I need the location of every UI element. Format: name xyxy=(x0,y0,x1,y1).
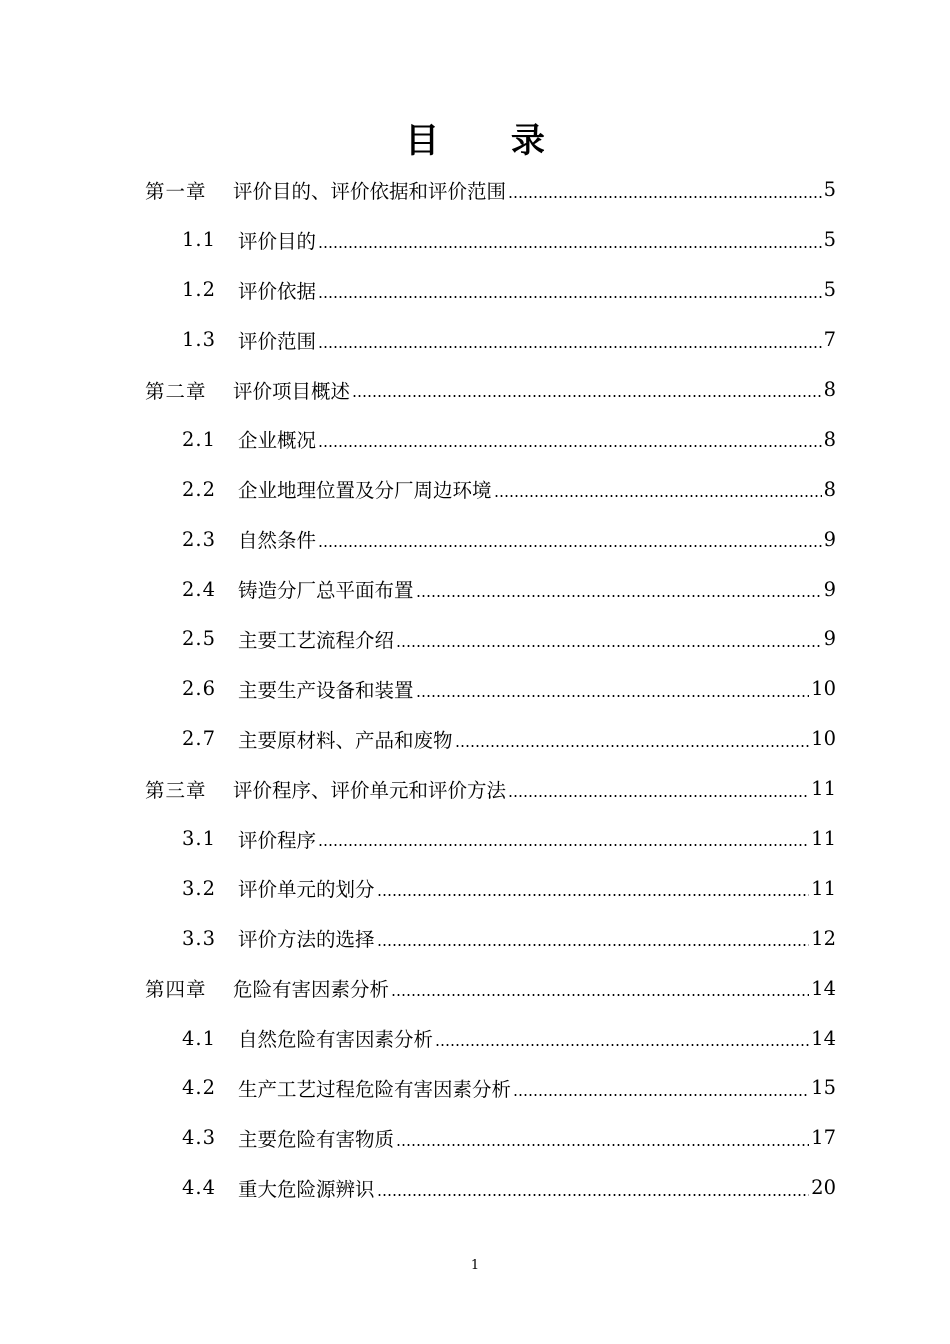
toc-entry-number: 4.1 xyxy=(182,1026,217,1050)
toc-entry-title: 主要生产设备和装置 xyxy=(238,678,414,702)
toc-entry-title: 自然条件 xyxy=(238,529,317,553)
toc-dot-leader xyxy=(318,245,822,249)
toc-entry-number: 2.3 xyxy=(182,527,217,551)
toc-entry-page: 5 xyxy=(823,228,836,252)
toc-entry-page: 8 xyxy=(823,378,836,401)
toc-entry-title: 自然危险有害因素分析 xyxy=(238,1028,434,1052)
toc-entry-page: 10 xyxy=(811,727,836,751)
toc-entry-number: 第二章 xyxy=(145,379,207,403)
toc-section-entry[interactable] xyxy=(0,1013,950,1063)
toc-entry-page: 20 xyxy=(811,1176,836,1200)
toc-dot-leader xyxy=(318,345,822,349)
toc-entry-page: 5 xyxy=(823,178,836,202)
toc-entry-number: 第四章 xyxy=(145,978,207,1002)
toc-entry-page: 9 xyxy=(823,627,836,651)
toc-entry-number: 第三章 xyxy=(145,778,207,802)
toc-dot-leader xyxy=(352,394,822,398)
toc-entry-page: 14 xyxy=(811,976,836,1000)
toc-entry-title: 主要危险有害物质 xyxy=(238,1127,395,1151)
toc-entry-number: 4.3 xyxy=(182,1126,217,1150)
toc-section-entry[interactable] xyxy=(0,1113,950,1163)
toc-entry-page: 5 xyxy=(823,278,836,302)
toc-entry-title: 危险有害因素分析 xyxy=(233,978,390,1002)
toc-dot-leader xyxy=(377,893,810,897)
toc-section-entry[interactable] xyxy=(0,1063,950,1113)
toc-entry-page: 12 xyxy=(811,926,836,950)
toc-entry-number: 1.1 xyxy=(182,228,217,252)
toc-entry-title: 企业概况 xyxy=(238,429,317,453)
toc-entry-page: 8 xyxy=(823,427,836,451)
toc-chapter-entry[interactable] xyxy=(0,165,950,215)
toc-entry-title: 主要原材料、产品和废物 xyxy=(238,728,453,752)
toc-entry-page: 14 xyxy=(811,1026,836,1050)
toc-entry-number: 2.5 xyxy=(182,627,217,651)
toc-chapter-entry[interactable] xyxy=(0,764,950,814)
toc-entry-title: 评价目的、评价依据和评价范围 xyxy=(233,179,507,203)
toc-entry-title: 评价目的 xyxy=(238,229,317,253)
toc-section-entry[interactable] xyxy=(0,814,950,864)
toc-entry-title: 评价程序、评价单元和评价方法 xyxy=(233,778,507,802)
toc-dot-leader xyxy=(318,843,809,847)
toc-dot-leader xyxy=(508,195,822,199)
toc-dot-leader xyxy=(416,594,822,598)
toc-dot-leader xyxy=(508,794,809,798)
toc-section-entry[interactable] xyxy=(0,464,950,514)
toc-entry-number: 2.1 xyxy=(182,427,217,451)
toc-entry-number: 2.7 xyxy=(182,727,217,751)
toc-entry-title: 评价项目概述 xyxy=(233,379,351,403)
toc-section-entry[interactable] xyxy=(0,564,950,614)
toc-entry-title: 评价范围 xyxy=(238,329,317,353)
toc-dot-leader xyxy=(396,1143,809,1147)
toc-chapter-entry[interactable] xyxy=(0,963,950,1013)
toc-dot-leader xyxy=(494,494,822,498)
toc-entry-number: 2.2 xyxy=(182,477,217,501)
toc-entry-number: 3.1 xyxy=(182,827,217,851)
toc-entry-number: 1.3 xyxy=(182,328,217,352)
toc-chapter-entry[interactable] xyxy=(0,365,950,415)
toc-section-entry[interactable] xyxy=(0,414,950,464)
toc-section-entry[interactable] xyxy=(0,664,950,714)
toc-entry-title: 生产工艺过程危险有害因素分析 xyxy=(238,1077,512,1101)
toc-section-entry[interactable] xyxy=(0,215,950,265)
toc-entry-page: 17 xyxy=(811,1126,836,1150)
toc-entry-title: 铸造分厂总平面布置 xyxy=(238,579,414,603)
toc-entry-page: 11 xyxy=(811,777,836,801)
toc-entry-number: 1.2 xyxy=(182,278,217,302)
toc-section-entry[interactable] xyxy=(0,265,950,315)
toc-section-entry[interactable] xyxy=(0,714,950,764)
toc-dot-leader xyxy=(318,444,822,448)
toc-entry-page: 15 xyxy=(811,1076,836,1100)
toc-dot-leader xyxy=(377,943,810,947)
toc-section-entry[interactable] xyxy=(0,1163,950,1213)
toc-entry-number: 3.3 xyxy=(182,926,217,950)
toc-dot-leader xyxy=(513,1093,809,1097)
toc-dot-leader xyxy=(391,993,809,997)
toc-dot-leader xyxy=(435,1043,809,1047)
toc-entry-title: 评价方法的选择 xyxy=(238,928,375,952)
toc-dot-leader xyxy=(416,694,810,698)
toc-entry-title: 主要工艺流程介绍 xyxy=(238,628,395,652)
toc-entry-page: 7 xyxy=(823,328,836,352)
toc-entry-number: 3.2 xyxy=(182,876,217,900)
toc-section-entry[interactable] xyxy=(0,863,950,913)
toc-entry-number: 2.6 xyxy=(182,677,217,701)
toc-section-entry[interactable] xyxy=(0,514,950,564)
toc-entry-number: 2.4 xyxy=(182,577,217,601)
toc-entry-title: 重大危险源辨识 xyxy=(238,1177,375,1201)
table-of-contents xyxy=(0,165,950,1213)
toc-entry-title: 评价程序 xyxy=(238,828,317,852)
toc-entry-number: 第一章 xyxy=(145,179,207,203)
toc-entry-page: 9 xyxy=(823,527,836,551)
toc-entry-page: 10 xyxy=(811,677,836,701)
toc-entry-page: 8 xyxy=(823,477,836,501)
toc-entry-page: 11 xyxy=(811,876,836,900)
toc-section-entry[interactable] xyxy=(0,315,950,365)
toc-entry-number: 4.4 xyxy=(182,1176,217,1200)
toc-dot-leader xyxy=(318,544,822,548)
toc-dot-leader xyxy=(377,1193,810,1197)
toc-dot-leader xyxy=(396,644,822,648)
page-number: 1 xyxy=(470,1258,480,1273)
toc-dot-leader xyxy=(318,295,822,299)
toc-entry-title: 评价单元的划分 xyxy=(238,878,375,902)
toc-entry-number: 4.2 xyxy=(182,1076,217,1100)
toc-section-entry[interactable] xyxy=(0,913,950,963)
toc-entry-title: 评价依据 xyxy=(238,279,317,303)
toc-entry-page: 9 xyxy=(823,577,836,601)
page-title: 目 录 xyxy=(405,121,575,161)
toc-entry-page: 11 xyxy=(811,827,836,851)
toc-dot-leader xyxy=(455,744,810,748)
toc-section-entry[interactable] xyxy=(0,614,950,664)
toc-entry-title: 企业地理位置及分厂周边环境 xyxy=(238,479,492,503)
